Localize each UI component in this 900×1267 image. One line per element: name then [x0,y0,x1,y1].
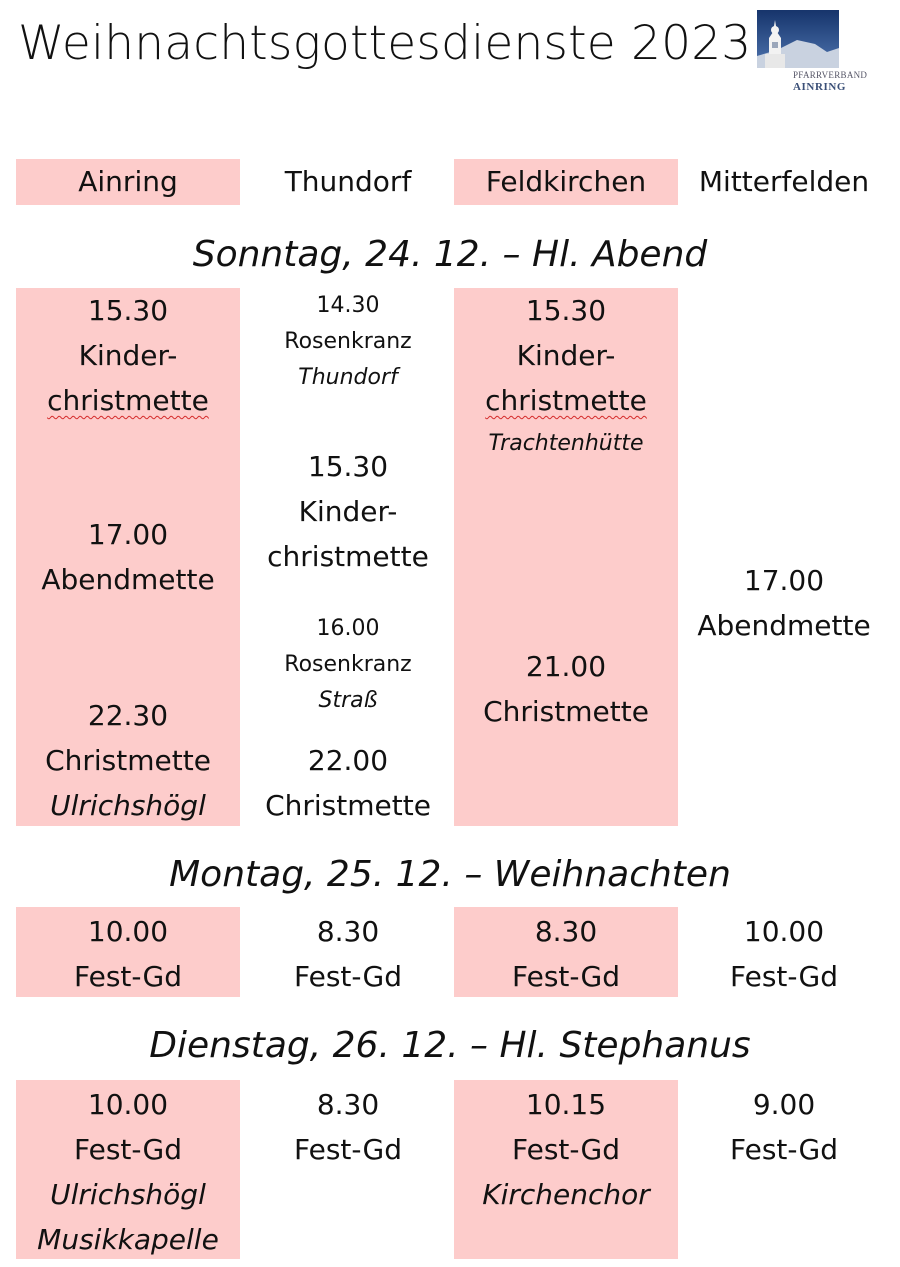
service-time: 9.00 [752,1088,816,1121]
service-time: 22.00 [307,744,389,777]
service-name: Christmette [45,744,211,777]
service-place: Thundorf [298,365,398,390]
service-entry [236,288,460,396]
service-entry [16,288,240,423]
service-name: Abendmette [697,609,871,642]
service-entry [454,1082,678,1217]
service-entry [236,1082,460,1172]
service-entry [16,512,240,602]
day-heading-christmas-day: Montag, 25. 12. – Weihnachten [169,854,731,895]
schedule-cell-feldkirchen-26 [454,1080,678,1259]
service-time: 17.00 [743,564,825,597]
service-name: christmette [47,384,209,417]
service-name: Kinder- [298,495,398,528]
service-entry [672,558,896,648]
service-name: Rosenkranz [284,329,412,354]
column-header-thundorf: Thundorf [284,165,412,198]
schedule-cell-feldkirchen-24 [454,288,678,826]
service-note: Musikkapelle [37,1223,219,1256]
schedule-cell-mitterfelden-26 [672,1080,896,1259]
service-entry [672,1082,896,1172]
service-name: Kinder- [516,339,616,372]
service-entry [236,909,460,999]
day-heading-st-stephen: Dienstag, 26. 12. – Hl. Stephanus [149,1025,751,1066]
service-time: 15.30 [307,450,389,483]
page-title: Weihnachtsgottesdienste 2023 [18,16,752,71]
service-name: Christmette [483,695,649,728]
service-place: Trachtenhütte [488,431,644,456]
service-place: Straß [318,688,378,713]
service-name: Fest-Gd [730,960,838,993]
service-entry [672,909,896,999]
service-name: Christmette [265,789,431,822]
schedule-cell-ainring-25 [16,907,240,997]
column-header-ainring: Ainring [16,159,240,205]
service-name: Fest-Gd [512,960,620,993]
service-time: 21.00 [525,650,607,683]
schedule-cell-thundorf-26 [236,1080,460,1259]
schedule-cell-thundorf-24 [236,288,460,826]
service-place: Ulrichshögl [50,1178,206,1211]
service-entry [236,444,460,579]
day-heading-christmas-eve: Sonntag, 24. 12. – Hl. Abend [192,234,708,275]
service-time: 15.30 [87,294,169,327]
service-time: 10.15 [525,1088,607,1121]
service-entry [16,693,240,828]
service-name: Fest-Gd [294,1133,402,1166]
column-header-feldkirchen: Feldkirchen [454,159,678,205]
schedule-cell-mitterfelden-24 [672,288,896,826]
service-time: 17.00 [87,518,169,551]
service-name: christmette [485,384,647,417]
logo-text-line2: AINRING [793,81,847,93]
parish-logo [757,10,881,98]
service-time: 15.30 [525,294,607,327]
service-name: Fest-Gd [730,1133,838,1166]
service-name: christmette [267,540,429,573]
service-name: Fest-Gd [512,1133,620,1166]
service-place: Ulrichshögl [50,789,206,822]
service-time: 14.30 [316,293,380,318]
service-time: 8.30 [316,1088,380,1121]
service-time: 8.30 [316,915,380,948]
service-name: Kinder- [78,339,178,372]
service-time: 8.30 [534,915,598,948]
service-name: Fest-Gd [294,960,402,993]
schedule-cell-mitterfelden-25 [672,907,896,997]
schedule-cell-thundorf-25 [236,907,460,997]
service-name: Rosenkranz [284,652,412,677]
service-time: 10.00 [87,915,169,948]
service-time: 10.00 [87,1088,169,1121]
schedule-cell-ainring-24 [16,288,240,826]
service-note: Kirchenchor [482,1178,650,1211]
schedule-cell-ainring-26 [16,1080,240,1259]
service-entry [236,738,460,828]
service-time: 16.00 [316,616,380,641]
service-entry [454,644,678,734]
service-entry [16,909,240,999]
service-time: 10.00 [743,915,825,948]
column-header-mitterfelden: Mitterfelden [698,165,870,198]
service-name: Abendmette [41,563,215,596]
service-name: Fest-Gd [74,960,182,993]
service-entry [454,909,678,999]
service-entry [236,611,460,719]
service-time: 22.30 [87,699,169,732]
service-name: Fest-Gd [74,1133,182,1166]
schedule-cell-feldkirchen-25 [454,907,678,997]
logo-text-line1: PFARRVERBAND [793,70,868,80]
service-entry [16,1082,240,1262]
service-entry [454,288,678,423]
